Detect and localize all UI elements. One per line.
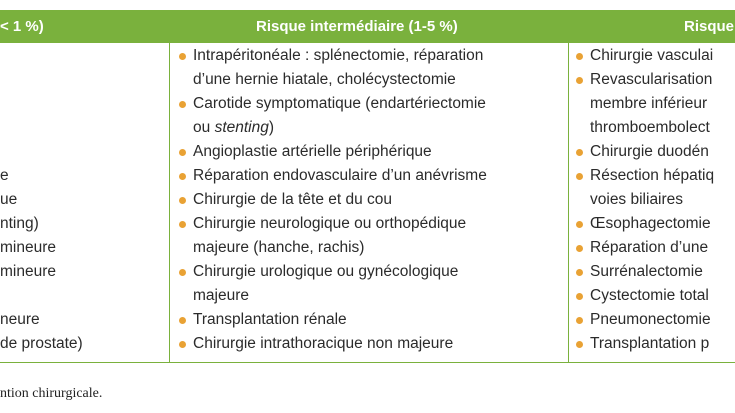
intermediate-risk-item <box>177 188 565 212</box>
header-high-risk: Risque <box>684 18 735 35</box>
bullet-dot-icon <box>576 149 583 156</box>
high-risk-item <box>574 164 735 212</box>
column-divider <box>169 10 170 362</box>
list-item-text: Résection hépatiq voies biliaires <box>590 167 715 208</box>
bullet-dot-icon <box>179 341 186 348</box>
low-risk-line: e <box>0 167 9 184</box>
high-risk-item <box>574 332 735 356</box>
low-risk-line <box>0 140 168 164</box>
intermediate-risk-item <box>177 92 565 140</box>
high-risk-column <box>574 44 735 356</box>
low-risk-line: mineure <box>0 239 56 256</box>
bullet-dot-icon <box>179 149 186 156</box>
bullet-dot-icon <box>179 317 186 324</box>
bullet-dot-icon <box>179 101 186 108</box>
list-item-text: Cystectomie total <box>590 287 709 304</box>
table-footnote: ntion chirurgicale. <box>0 386 103 401</box>
high-risk-item <box>574 236 735 260</box>
list-item-text: Réparation endovasculaire d’un anévrisme <box>193 167 487 184</box>
bullet-dot-icon <box>179 53 186 60</box>
low-risk-line <box>0 92 168 116</box>
list-item-text: Transplantation p <box>590 335 710 352</box>
list-item-text: Chirurgie intrathoracique non majeure <box>193 335 454 352</box>
bullet-dot-icon <box>576 77 583 84</box>
bullet-dot-icon <box>576 341 583 348</box>
bullet-dot-icon <box>576 221 583 228</box>
high-risk-item <box>574 260 735 284</box>
list-item-text: Revascularisation membre inférieur thromboembolect <box>590 71 713 136</box>
intermediate-risk-item <box>177 332 565 356</box>
list-item-text: Angioplastie artérielle périphérique <box>193 143 432 160</box>
low-risk-line <box>0 68 168 92</box>
bullet-dot-icon <box>576 53 583 60</box>
list-item-text: Réparation d’une <box>590 239 709 256</box>
list-item-text: Transplantation rénale <box>193 311 347 328</box>
table-bottom-border <box>0 362 735 363</box>
bullet-dot-icon <box>576 245 583 252</box>
low-risk-line <box>0 116 168 140</box>
high-risk-item <box>574 44 735 68</box>
list-item-text: Chirurgie neurologique ou orthopédique majeure (hanche, rachis) <box>193 215 467 256</box>
bullet-dot-icon <box>179 197 186 204</box>
list-item-text: Chirurgie urologique ou gynécologique majeure <box>193 263 459 304</box>
bullet-dot-icon <box>576 173 583 180</box>
bullet-dot-icon <box>179 173 186 180</box>
low-risk-line <box>0 44 168 68</box>
header-low-risk: < 1 %) <box>0 18 44 35</box>
bullet-dot-icon <box>576 317 583 324</box>
list-item-text: Intrapéritonéale : splénectomie, réparation d’une hernie hiatale, cholécystectomie <box>193 47 484 88</box>
low-risk-line: ue <box>0 191 18 208</box>
list-item-text: Œsophagectomie <box>590 215 711 232</box>
high-risk-item <box>574 68 735 140</box>
intermediate-risk-item <box>177 44 565 92</box>
low-risk-column <box>0 44 168 356</box>
list-item-text: Carotide symptomatique (endartériectomie ou stenting) <box>193 95 486 136</box>
list-item-text: Chirurgie vasculai <box>590 47 714 64</box>
intermediate-risk-column <box>177 44 565 356</box>
column-divider <box>568 10 569 362</box>
intermediate-risk-item <box>177 260 565 308</box>
intermediate-risk-item <box>177 308 565 332</box>
bullet-dot-icon <box>576 293 583 300</box>
list-item-text: Surrénalectomie <box>590 263 703 280</box>
intermediate-risk-item <box>177 212 565 260</box>
low-risk-line: nting) <box>0 215 39 232</box>
header-intermediate-risk: Risque intermédiaire (1-5 %) <box>256 18 458 35</box>
list-item-text: Chirurgie duodén <box>590 143 709 160</box>
low-risk-line: neure <box>0 311 40 328</box>
low-risk-line: de prostate) <box>0 335 83 352</box>
high-risk-item <box>574 212 735 236</box>
bullet-dot-icon <box>179 221 186 228</box>
intermediate-risk-item <box>177 164 565 188</box>
intermediate-risk-item <box>177 140 565 164</box>
low-risk-line <box>0 284 168 308</box>
high-risk-item <box>574 284 735 308</box>
list-item-text: Chirurgie de la tête et du cou <box>193 191 393 208</box>
list-item-text: Pneumonectomie <box>590 311 711 328</box>
bullet-dot-icon <box>576 269 583 276</box>
bullet-dot-icon <box>179 269 186 276</box>
high-risk-item <box>574 308 735 332</box>
high-risk-item <box>574 140 735 164</box>
low-risk-line: mineure <box>0 263 56 280</box>
